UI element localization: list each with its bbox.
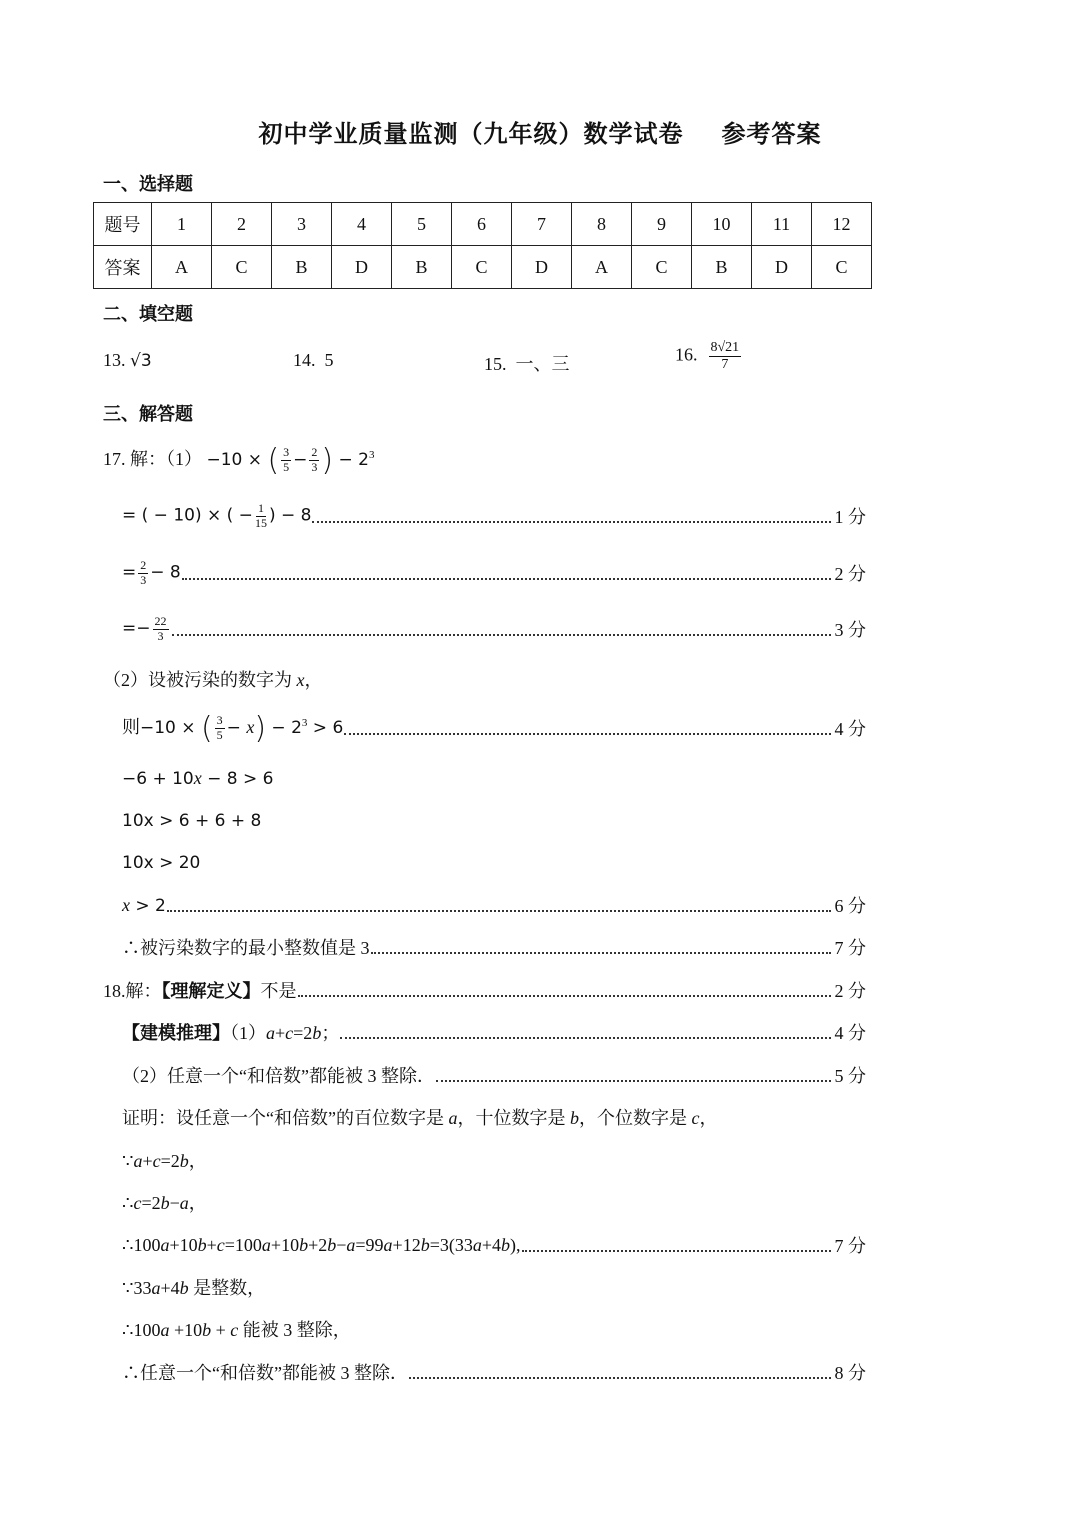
- number-cell: 11: [752, 203, 812, 246]
- text: +4: [481, 1234, 502, 1255]
- title-main: 初中学业质量监测（九年级）数学试卷: [258, 122, 684, 148]
- math-text: − 8 > 6: [201, 768, 274, 789]
- answer-cell: D: [332, 246, 392, 289]
- question-number: 14.: [293, 350, 316, 370]
- text: +10: [169, 1320, 203, 1340]
- line-content: [122, 1104, 717, 1130]
- number-cell: 4: [332, 203, 392, 246]
- row-label: 题号: [94, 203, 152, 246]
- answer-cell: A: [572, 246, 632, 289]
- variable: c: [285, 1023, 294, 1043]
- text: 则: [122, 716, 140, 737]
- line-content: [122, 934, 370, 960]
- variable: a: [133, 1151, 143, 1171]
- line-content: [122, 502, 311, 531]
- solution-line: [122, 1309, 351, 1349]
- math-text: −6 + 10: [122, 768, 194, 789]
- fraction: [255, 502, 267, 531]
- numerator: 1: [257, 500, 264, 515]
- answer-cell: D: [512, 246, 572, 289]
- text: +: [142, 1151, 153, 1171]
- solution-line: [103, 970, 866, 1010]
- denominator: 5: [283, 459, 290, 474]
- text: ；: [321, 1023, 340, 1043]
- score-points: 4 分: [834, 719, 866, 739]
- solution-line: [122, 1225, 866, 1265]
- variable: b: [420, 1234, 430, 1255]
- text: （2）设被污染的数字为: [103, 670, 297, 690]
- variable: c: [691, 1108, 700, 1128]
- solution-line: [122, 842, 200, 882]
- line-content: [122, 559, 181, 588]
- numerator: 22: [154, 613, 167, 628]
- denominator: 7: [721, 357, 729, 373]
- text: 能被 3 整除，: [238, 1320, 351, 1340]
- math-text: − 8: [150, 562, 181, 583]
- text: ∴100: [122, 1234, 161, 1255]
- math-text: −: [226, 717, 247, 738]
- solution-line: [122, 800, 261, 840]
- line-content: [122, 1235, 521, 1256]
- question-number: 15.: [484, 354, 507, 374]
- math-text: 10x > 20: [122, 852, 201, 873]
- text: ∴被污染数字的最小整数值是 3: [122, 938, 370, 958]
- text: 17. 解：（1）: [103, 448, 207, 469]
- variable: a: [383, 1234, 393, 1255]
- score-points: 7 分: [834, 1236, 866, 1256]
- text: ∴100: [122, 1320, 161, 1340]
- dot-leader: [340, 1037, 830, 1039]
- solution-line: [122, 496, 866, 536]
- variable: a: [266, 1023, 275, 1043]
- parenthesis: (: [200, 710, 213, 746]
- dot-leader: [371, 952, 831, 954]
- solution-line: [122, 1140, 207, 1180]
- solution-line: [122, 1352, 866, 1392]
- answer: 一、三: [515, 354, 570, 374]
- dot-leader: [172, 634, 831, 636]
- solution-line: [122, 1012, 866, 1052]
- fraction: [153, 615, 169, 644]
- score-points: 2 分: [834, 981, 866, 1001]
- text: −: [169, 1193, 180, 1213]
- text: 不是: [260, 981, 297, 1001]
- denominator: 5: [216, 727, 223, 742]
- line-content: [122, 1316, 351, 1342]
- fill-answer-13: [103, 350, 152, 371]
- text: （1）: [230, 1023, 266, 1043]
- row-label: 答案: [94, 246, 152, 289]
- text: 是整数，: [188, 1278, 266, 1298]
- bold-label: 【理解定义】: [161, 981, 261, 1001]
- numerator: 3: [216, 713, 223, 728]
- question-number: 13.: [103, 350, 126, 370]
- text: 18.解：: [103, 981, 162, 1001]
- variable: x: [246, 716, 255, 737]
- text: +12: [392, 1234, 421, 1255]
- exponent: 3: [369, 448, 375, 461]
- math-text: − 2: [333, 449, 369, 470]
- fill-answer-14: [293, 350, 334, 371]
- variable: a: [160, 1320, 170, 1340]
- text: ，: [699, 1108, 718, 1128]
- text: ),: [510, 1234, 521, 1255]
- text: ，: [304, 670, 323, 690]
- variable: b: [327, 1234, 337, 1255]
- answer-cell: A: [152, 246, 212, 289]
- score-points: 8 分: [834, 1363, 866, 1383]
- parenthesis: ): [321, 442, 334, 478]
- math-text: = ( − 10) × ( −: [122, 505, 253, 526]
- variable: a: [160, 1234, 170, 1255]
- line-content: [122, 895, 166, 916]
- solution-line: [103, 440, 375, 480]
- text: =2: [293, 1023, 313, 1043]
- math-text: − 2: [266, 717, 302, 738]
- bold-label: 【建模推理】: [122, 1023, 230, 1043]
- variable: x: [193, 767, 202, 788]
- variable: a: [472, 1234, 482, 1255]
- solution-line: [122, 885, 866, 925]
- math-text: −10 ×: [206, 449, 268, 470]
- score-points: 5 分: [834, 1066, 866, 1086]
- answer-cell: C: [812, 246, 872, 289]
- variable: a: [261, 1234, 271, 1255]
- number-cell: 3: [272, 203, 332, 246]
- number-cell: 9: [632, 203, 692, 246]
- text: +: [206, 1234, 217, 1255]
- variable: b: [197, 1234, 207, 1255]
- line-content: [122, 1189, 207, 1215]
- text: =100: [224, 1234, 262, 1255]
- text: ，个位数字是: [578, 1108, 692, 1128]
- line-content: [122, 1274, 265, 1300]
- number-cell: 7: [512, 203, 572, 246]
- parenthesis: ): [254, 710, 267, 746]
- dot-leader: [436, 1080, 831, 1082]
- text: ，十位数字是: [457, 1108, 570, 1128]
- number-cell: 2: [212, 203, 272, 246]
- variable: b: [501, 1234, 511, 1255]
- dot-leader: [409, 1377, 831, 1379]
- variable: a: [346, 1234, 356, 1255]
- score-points: 6 分: [834, 896, 866, 916]
- solution-line: [122, 758, 274, 798]
- number-cell: 10: [692, 203, 752, 246]
- score-points: 2 分: [834, 564, 866, 584]
- answer: 5: [324, 350, 334, 370]
- text: ，: [188, 1151, 207, 1171]
- dot-leader: [167, 910, 831, 912]
- numerator: 2: [140, 557, 147, 572]
- text: ∴: [122, 1193, 134, 1213]
- number-cell: 12: [812, 203, 872, 246]
- text: +2: [308, 1234, 328, 1255]
- line-content: [122, 1019, 339, 1045]
- line-content: [122, 1062, 435, 1088]
- section-solve-heading: 三、解答题: [103, 404, 193, 424]
- dot-leader: [312, 521, 830, 523]
- question-number: 16.: [675, 344, 698, 365]
- text: +10: [270, 1234, 300, 1255]
- answer-cell: C: [212, 246, 272, 289]
- table-row-numbers: [94, 203, 872, 246]
- answer-cell: C: [452, 246, 512, 289]
- solution-line: [122, 1182, 207, 1222]
- dot-leader: [522, 1250, 831, 1252]
- section-choice-heading: 一、选择题: [103, 174, 193, 194]
- page-title: [0, 114, 1080, 149]
- number-cell: 5: [392, 203, 452, 246]
- variable: b: [569, 1108, 579, 1128]
- solution-line: [122, 553, 866, 593]
- denominator: 15: [254, 515, 267, 530]
- answer-cell: B: [392, 246, 452, 289]
- variable: x: [296, 670, 305, 690]
- solution-line: [122, 927, 866, 967]
- numerator: 8√21: [709, 340, 742, 357]
- math-text: −: [293, 449, 308, 470]
- fraction: [215, 714, 225, 743]
- exponent: 3: [301, 716, 308, 729]
- variable: c: [133, 1193, 142, 1213]
- variable: b: [179, 1151, 189, 1171]
- math-text: −10 ×: [140, 717, 201, 738]
- score-points: 4 分: [834, 1023, 866, 1043]
- numerator: 2: [311, 445, 318, 460]
- title-sub: 参考答案: [721, 122, 822, 148]
- fraction: [309, 446, 319, 475]
- solution-line: [103, 659, 323, 699]
- score-points: 1 分: [834, 507, 866, 527]
- text: +4: [160, 1278, 180, 1298]
- line-content: [103, 442, 375, 478]
- answer-cell: C: [632, 246, 692, 289]
- text: ，: [188, 1193, 207, 1213]
- text: ∴任意一个“和倍数”都能被 3 整除．: [122, 1363, 408, 1383]
- text: ∵33: [122, 1278, 152, 1298]
- line-content: [122, 1359, 408, 1385]
- denominator: 3: [140, 572, 147, 587]
- line-content: [122, 768, 274, 789]
- text: +: [211, 1320, 231, 1340]
- denominator: 3: [157, 628, 164, 643]
- variable: c: [216, 1234, 225, 1255]
- answer-cell: D: [752, 246, 812, 289]
- answer: √3: [130, 351, 152, 371]
- text: −: [336, 1234, 347, 1255]
- text: =99: [355, 1234, 384, 1255]
- line-content: [122, 852, 200, 873]
- fraction: [138, 559, 148, 588]
- answer-cell: B: [272, 246, 332, 289]
- variable: a: [448, 1108, 458, 1128]
- line-content: [122, 710, 344, 746]
- answer-cell: B: [692, 246, 752, 289]
- score-points: 3 分: [834, 620, 866, 640]
- variable: b: [299, 1234, 309, 1255]
- variable: b: [202, 1320, 212, 1340]
- table-row-answers: [94, 246, 872, 289]
- variable: b: [160, 1193, 170, 1213]
- variable: x: [122, 894, 130, 915]
- section-fill-heading: 二、填空题: [103, 304, 193, 324]
- solution-line: [122, 1097, 717, 1137]
- dot-leader: [344, 733, 830, 735]
- text: +10: [169, 1234, 198, 1255]
- text: 证明：设任意一个“和倍数”的百位数字是: [122, 1108, 449, 1128]
- variable: c: [152, 1151, 161, 1171]
- choice-answer-table: [93, 202, 872, 289]
- text: （2）任意一个“和倍数”都能被 3 整除．: [122, 1066, 435, 1086]
- line-content: [103, 977, 297, 1003]
- math-text: ) − 8: [268, 505, 312, 526]
- text: =2: [141, 1193, 161, 1213]
- line-content: [122, 615, 171, 644]
- line-content: [103, 666, 323, 692]
- variable: c: [230, 1320, 239, 1340]
- solution-line: [122, 609, 866, 649]
- number-cell: 6: [452, 203, 512, 246]
- variable: b: [312, 1023, 322, 1043]
- line-content: [122, 810, 261, 831]
- dot-leader: [182, 578, 831, 580]
- variable: a: [179, 1193, 189, 1213]
- variable: b: [179, 1278, 189, 1298]
- denominator: 3: [311, 459, 318, 474]
- line-content: [122, 1147, 207, 1173]
- math-text: > 2: [130, 895, 166, 916]
- math-text: > 6: [307, 717, 344, 738]
- fill-answer-15: [484, 350, 570, 376]
- text: =2: [160, 1151, 180, 1171]
- math-text: 10x > 6 + 6 + 8: [122, 810, 262, 831]
- fraction: [281, 446, 291, 475]
- text: =3(33: [429, 1234, 473, 1255]
- score-points: 7 分: [834, 938, 866, 958]
- parenthesis: (: [267, 442, 280, 478]
- number-cell: 8: [572, 203, 632, 246]
- fraction: [709, 340, 742, 373]
- text: +: [275, 1023, 286, 1043]
- solution-line: [122, 1267, 265, 1307]
- variable: a: [151, 1278, 161, 1298]
- text: ∵: [122, 1151, 134, 1171]
- math-text: =−: [122, 618, 151, 639]
- solution-line: [122, 1055, 866, 1095]
- number-cell: 1: [152, 203, 212, 246]
- math-text: =: [122, 562, 137, 583]
- dot-leader: [298, 995, 831, 997]
- solution-line: [122, 708, 866, 748]
- fill-answer-16: [675, 340, 743, 373]
- numerator: 3: [283, 445, 290, 460]
